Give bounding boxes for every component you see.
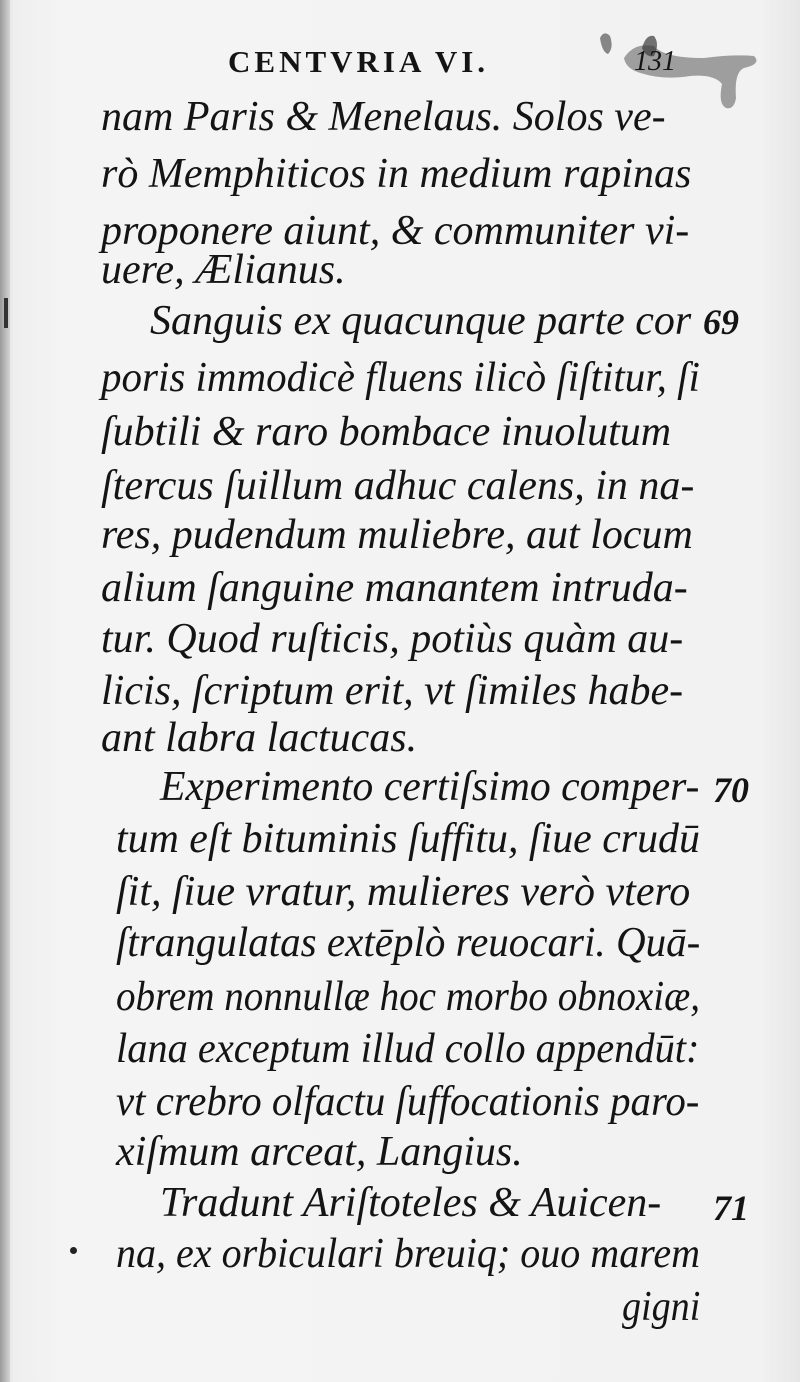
text-line-10: alium ſanguine manantem intruda- [101, 565, 688, 611]
margin-mark [4, 298, 8, 328]
text-line-11: tur. Quod ruſticis, potiùs quàm au- [101, 616, 684, 662]
catchword: gigni [622, 1284, 701, 1330]
text-line-17: ſtrangulatas extēplò reuocari. Quā- [116, 920, 701, 966]
running-title: CENTVRIA VI. [228, 44, 490, 79]
text-line-23: na, ex orbiculari breuiq; ouo marem [116, 1231, 700, 1277]
margin-number-70: 70 [713, 770, 749, 810]
text-line-18: obrem nonnullæ hoc morbo obnoxiæ, [116, 974, 700, 1020]
text-line-6: poris immodicè fluens ilicò ſiſtitur, ſi [101, 355, 700, 401]
text-line-16: ſit, ſiue vratur, mulieres verò vtero [116, 869, 691, 915]
text-line-12: licis, ſcriptum erit, vt ſimiles habe- [101, 668, 684, 714]
text-line-9: res, pudendum muliebre, aut locum [101, 512, 693, 558]
text-line-8: ſtercus ſuillum adhuc calens, in na- [101, 463, 695, 509]
text-line-13: ant labra lactucas. [101, 715, 418, 761]
text-line-1: nam Paris & Menelaus. Solos ve- [101, 94, 666, 140]
text-line-2: rò Memphiticos in medium rapinas [101, 151, 692, 197]
margin-number-71: 71 [713, 1188, 749, 1228]
text-line-5: Sanguis ex quacunque parte cor [150, 298, 692, 344]
page-number: 131 [634, 46, 676, 77]
text-line-22: Tradunt Ariſtoteles & Auicen- [160, 1180, 662, 1226]
text-line-3: proponere aiunt, & communiter vi- [101, 208, 690, 254]
ink-dot [70, 1247, 77, 1254]
text-line-15: tum eſt bituminis ſuffitu, ſiue crudū [116, 816, 700, 862]
text-line-21: xiſmum arceat, Langius. [116, 1129, 523, 1175]
text-line-14: Experimento certiſsimo comper- [160, 764, 700, 810]
text-line-20: vt crebro olfactu ſuffocationis paro- [116, 1079, 700, 1125]
page-edge-shadow [0, 0, 10, 1382]
text-line-19: lana exceptum illud collo appendūt: [116, 1026, 700, 1072]
text-line-7: ſubtili & raro bombace inuolutum [101, 409, 672, 455]
text-line-4: uere, Ælianus. [101, 247, 346, 293]
margin-number-69: 69 [703, 302, 739, 342]
